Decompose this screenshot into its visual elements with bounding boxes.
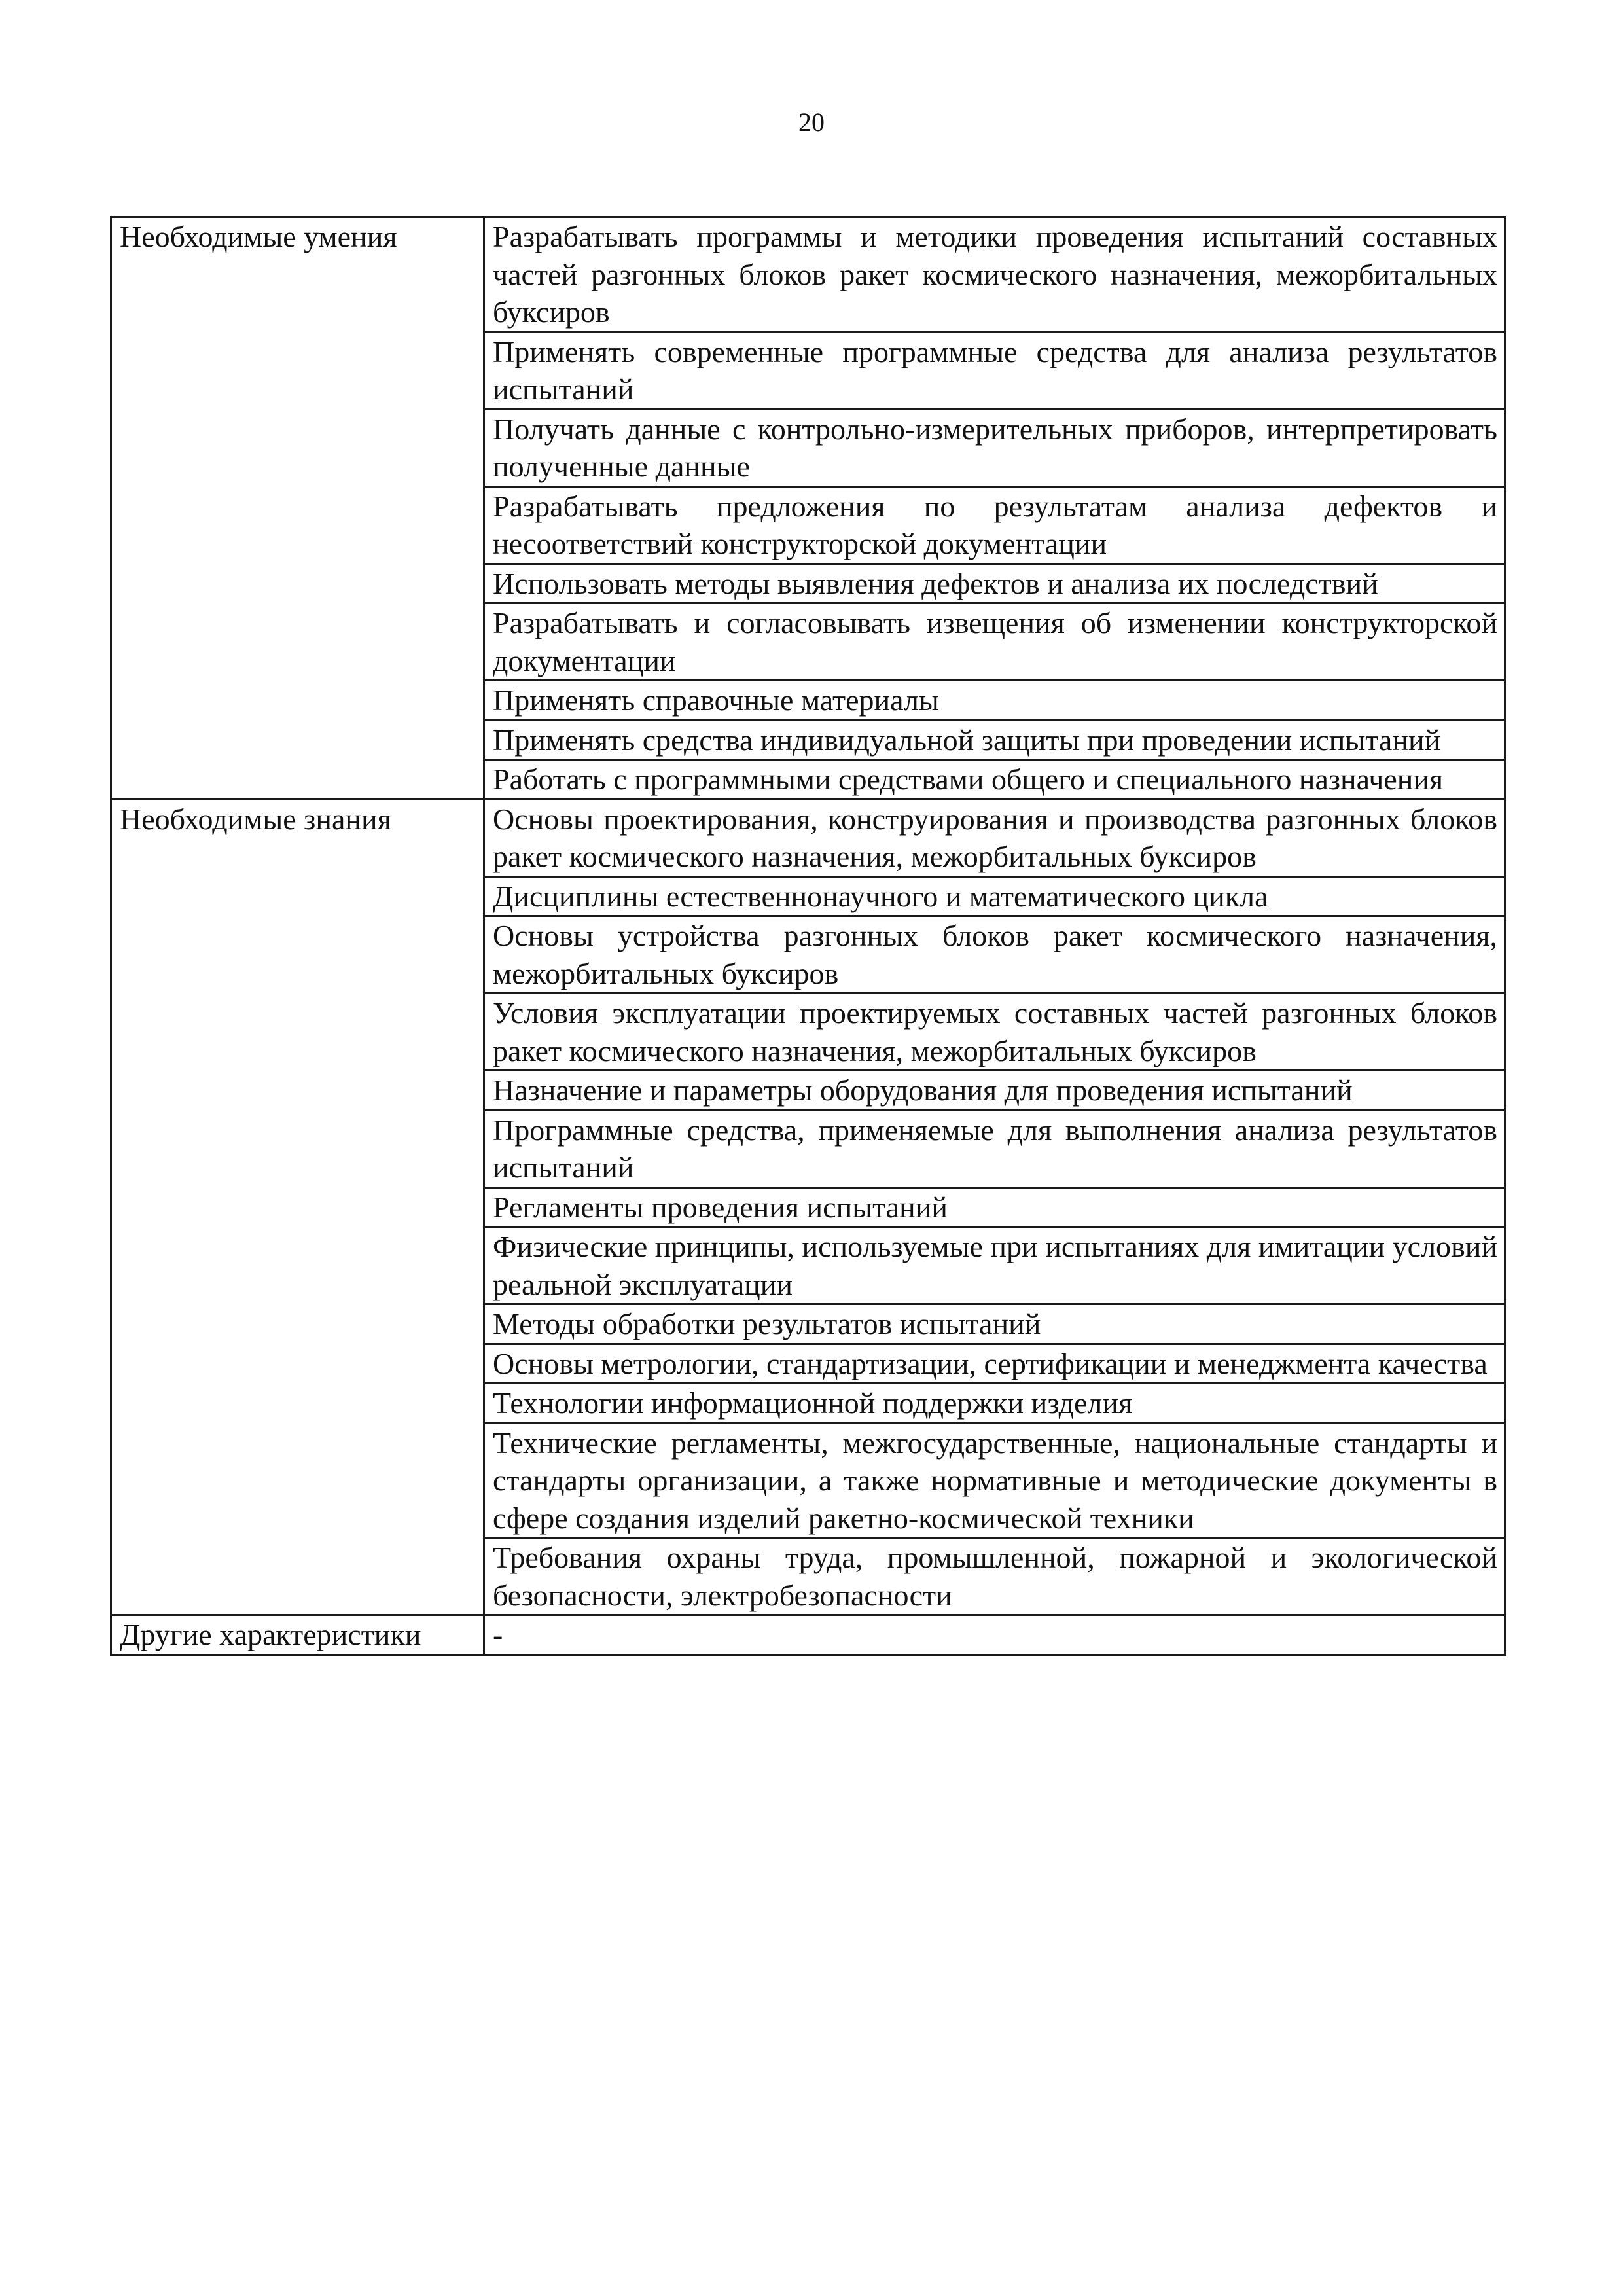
- knowledge-item: Основы устройства разгонных блоков ракет космического назначения, межорбитальных буксиров: [484, 916, 1505, 994]
- skill-item: Использовать методы выявления дефектов и анализа их последствий: [484, 564, 1505, 603]
- skill-item: Работать с программными средствами общего и специального назначения: [484, 760, 1505, 800]
- table-row: [111, 1615, 1505, 1655]
- knowledge-item: Программные средства, применяемые для выполнения анализа результатов испытаний: [484, 1110, 1505, 1187]
- table-row: [111, 799, 1505, 876]
- skill-item: Получать данные с контрольно-измерительных приборов, интерпретировать полученные данные: [484, 409, 1505, 486]
- knowledge-item: Дисциплины естественнонаучного и математического цикла: [484, 876, 1505, 916]
- other-item: -: [484, 1615, 1505, 1655]
- knowledge-item: Технологии информационной поддержки изделия: [484, 1384, 1505, 1424]
- skill-item: Разрабатывать предложения по результатам анализа дефектов и несоответствий конструкторской документации: [484, 486, 1505, 564]
- section-label-skills: Необходимые умения: [111, 217, 484, 800]
- knowledge-item: Физические принципы, используемые при испытаниях для имитации условий реальной эксплуатации: [484, 1227, 1505, 1304]
- skill-item: Применять современные программные средства для анализа результатов испытаний: [484, 332, 1505, 409]
- section-label-other: Другие характеристики: [111, 1615, 484, 1655]
- skill-item: Применять справочные материалы: [484, 681, 1505, 721]
- knowledge-item: Методы обработки результатов испытаний: [484, 1304, 1505, 1344]
- knowledge-item: Регламенты проведения испытаний: [484, 1187, 1505, 1227]
- skill-item: Разрабатывать и согласовывать извещения об изменении конструкторской документации: [484, 603, 1505, 681]
- skill-item: Разрабатывать программы и методики проведения испытаний составных частей разгонных блоков ракет космического назначения, межорбитальных буксиров: [484, 217, 1505, 332]
- skill-item: Применять средства индивидуальной защиты при проведении испытаний: [484, 720, 1505, 760]
- knowledge-item: Технические регламенты, межгосударственные, национальные стандарты и стандарты организации, а также нормативные и методические документы в сфере создания изделий ракетно-космической техники: [484, 1423, 1505, 1538]
- page-number: 20: [798, 107, 825, 137]
- table-row: [111, 217, 1505, 332]
- qualification-requirements-table: [110, 216, 1506, 1656]
- knowledge-item: Назначение и параметры оборудования для проведения испытаний: [484, 1071, 1505, 1111]
- knowledge-item: Основы проектирования, конструирования и производства разгонных блоков ракет космического назначения, межорбитальных буксиров: [484, 799, 1505, 876]
- knowledge-item: Требования охраны труда, промышленной, пожарной и экологической безопасности, электробезопасности: [484, 1538, 1505, 1615]
- knowledge-item: Основы метрологии, стандартизации, сертификации и менеджмента качества: [484, 1344, 1505, 1384]
- section-label-knowledge: Необходимые знания: [111, 799, 484, 1615]
- knowledge-item: Условия эксплуатации проектируемых составных частей разгонных блоков ракет космического назначения, межорбитальных буксиров: [484, 994, 1505, 1071]
